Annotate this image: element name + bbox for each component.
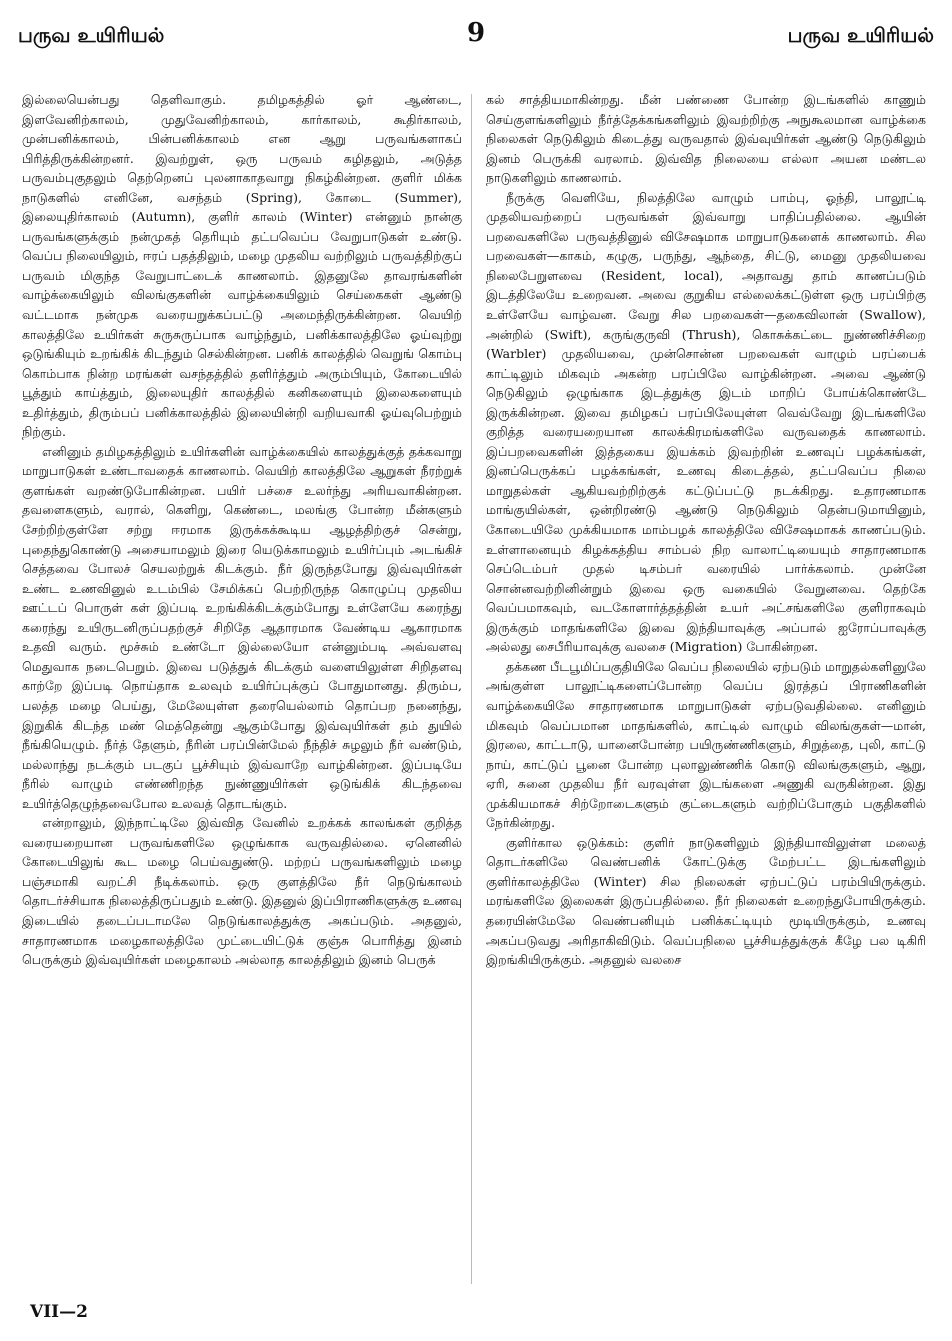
right-column bbox=[486, 90, 926, 970]
running-title-right: பருவ உயிரியல் bbox=[787, 22, 934, 47]
paragraph: இல்லையென்பது தெளிவாகும். தமிழகத்தில் ஓர் ஆண்டை, இளவேனிற்காலம், முதுவேனிற்காலம், கார்காலம், கூதிர்காலம், முன்பனிக்காலம், பின்பனிக்காலம் என ஆறு பருவங்களாகப் பிரித்திருக்கின்றனர். இவற்றுள், ஒரு பருவம் கழிதலும், அடுத்த பருவம்புகுதலும் தெற்றெனப் புலனாகாதவாறு நிகழ்கின்றன. குளிர் மிக்க நாடுகளில் எனினே, வசந்தம் (Spring), கோடை (Summer), இலையுதிர்காலம் (Autumn), குளிர் காலம் (Winter) என்னும் நான்கு பருவங்களுக்கும் நன்முகத் தெரியும் தட்பவெப்ப வேறுபாடுகள் உண்டு. வெப்ப நிலையிலும், ஈரப் பதத்திலும், மழை முதலிய வற்றிலும் பருவத்திற்குப் பருவம் மிகுந்த வேறுபாட்டைக் காணலாம். இதனுலே தாவரங்களின் வாழ்க்கையிலும் விலங்குகளின் வாழ்க்கையிலும் செய்கைகள் ஆண்டு வட்டமாக நன்முக வரையறுக்கப்பட்டு அமைந்திருக்கின்றன. வெயிற் காலத்திலே உயிர்கள் சுருசுருப்பாக வாழ்ந்தும், பனிக்காலத்திலே ஓய்வுற்று ஒடுங்கியும் உறங்கிக் கிடந்தும் செல்கின்றன. பனிக் காலத்தில் வெறுங் கொம்பு கொம்பாக நின்ற மரங்கள் வசந்தத்தில் தளிர்த்தும் அரும்பியும், கோடையில் பூத்தும் காய்த்தும், இலையுதிர் காலத்தில் கனிகளையும் இலைகளையும் உதிர்த்தும், திரும்பப் பனிக்காலத்தில் இலையின்றி வறியவாகி ஓய்வுபெற்றும் நிற்கும். bbox=[22, 92, 462, 440]
left-column bbox=[22, 90, 462, 970]
paragraph: என்றாலும், இந்நாட்டிலே இவ்வித வேனில் உறக்கக் காலங்கள் குறித்த வரையறையான பருவங்களிலே ஒழுங்காக வருவதில்லை. ஏனெனில் கோடையிலுங் கூட மழை பெய்வதுண்டு. மற்றப் பருவங்களிலும் மழை பஞ்சமாகி வறட்சி நீடிக்கலாம். ஒரு குளத்திலே நீர் நெடுங்காலம் தொடர்ச்சியாக நிலைத்திருப்பதும் உண்டு. இதனுல் இப்பிராணிகளுக்கு உணவு இடையில் தடைப்படாமலே நெடுங்காலத்துக்கு அகப்படும். அதனுல், சாதாரணமாக மழைகாலத்திலே முட்டையிட்டுக் குஞ்சு பொரித்து இனம் பெருக்கும் இவ்வுயிர்கள் மழைகாலம் அல்லாத காலத்திலும் இனம் பெருக் bbox=[22, 815, 462, 968]
running-title-left: பருவ உயிரியல் bbox=[18, 22, 165, 47]
page-number: 9 bbox=[466, 18, 486, 48]
column-divider bbox=[471, 94, 472, 1284]
paragraph: கல் சாத்தியமாகின்றது. மீன் பண்ணை போன்ற இடங்களில் காணும் செய்குளங்களிலும் நீர்த்தேக்கங்களிலும் இவற்றிற்கு அநுகூலமான வாழ்க்கை நிலைகள் நெடுகிலும் கிடைத்து வருவதால் இவ்வுயிர்கள் ஆண்டு நெடுகிலும் இனம் பெருக்கி வரலாம். இவ்வித நிலையை எல்லா அயன மண்டல நாடுகளிலும் காணலாம். bbox=[486, 92, 926, 186]
paragraph: நீருக்கு வெளியே, நிலத்திலே வாழும் பாம்பு, ஓந்தி, பாலூட்டி முதலியவற்றைப் பருவங்கள் இவ்வாறு பாதிப்பதில்லை. ஆயின் பறவைகளிலே பருவத்தினுல் விசேஷமாக மாறுபாடுகளைக் காணலாம். சில பறவைகள்—காகம், கழுகு, பருந்து, ஆந்தை, சிட்டு, மைனு முதலியவை நிலைபேறுளவை (Resident, local), அதாவது தாம் காணப்படும் இடத்திலேயே உறைவன. அவை குறுகிய எல்லைக்கட்டுள்ள ஒரு பரப்பிற்கு உள்ளேயே வாழ்வன. வேறு சில பறவைகள்—தகைவிலான் (Swallow), அன்றில் (Swift), கருங்குருவி (Thrush), கொசுக்கட்டை நுண்ணிச்சிறை (Warbler) முதலியவை, முன்சொன்ன பறவைகள் வாழும் பரப்பைக் காட்டிலும் மிகவும் அகன்ற பரப்பிலே வாழ்கின்றன. அவை ஆண்டு நெடுகிலும் ஒழுங்காக இடத்துக்கு இடம் மாறிப் போய்க்கொண்டே இருக்கின்றன. இவை தமிழகப் பரப்பிலேயுள்ள வெவ்வேறு இடங்களிலே குறித்த வரையறையான காலக்கிரமங்களிலே வருவதைக் காணலாம். இப்பறவைகளின் இத்தகைய இயக்கம் இவற்றின் உணவுப் பழக்கங்கள், இனப்பெருக்கப் பழக்கங்கள், உணவு கிடைத்தல், தட்பவெப்ப நிலை மாறுதல்கள் ஆகியவற்றிற்குக் கட்டுப்பட்டு நடக்கிறது. உதாரணமாக மாங்குயில்கள், ஒன்றிரண்டு ஆண்டு நெடுகிலும் தென்படுமாயினும், கோடையிலே முக்கியமாக மாம்பழக் காலத்திலே விசேஷமாகக் காணப்படும். உள்ளானையும் கிழக்கத்திய சாம்பல் நிற வாலாட்டியையும் சாதாரணமாக செப்டெம்பர் முதல் டிசம்பர் வரையில் பார்க்கலாம். முன்னே சொன்னவற்றினின்றும் இவை ஒரு வகையில் வேறுனவை. தெற்கே வெப்பமாகவும், வடகோளார்த்தத்தின் உயர் அட்சங்களிலே குளிராகவும் இருக்கும் மாதங்களிலே இவை இந்தியாவுக்கு அப்பால் ஐரோப்பாவுக்கு அல்லது சைபீரியாவுக்கு வலசை (Migration) போகின்றன. bbox=[486, 189, 926, 655]
paragraph: தக்கண பீடபூமிப்பகுதியிலே வெப்ப நிலையில் ஏற்படும் மாறுதல்களினுலே அங்குள்ள பாலூட்டிகளைப்போன்ற வெப்ப இரத்தப் பிராணிகளின் வாழ்க்கையிலே சாதாரணமாக மாறுபாடுகள் ஏற்படுவதில்லை. எனினும் மிகவும் வெப்பமான மாதங்களில், காட்டில் வாழும் விலங்குகள்—மான், இரலை, காட்டாடு, யானைபோன்ற பயிருண்ணிகளும், சிறுத்தை, புலி, காட்டு நாய், காட்டுப் பூனை போன்ற புலாலுண்ணிக் கொடு விலங்குகளும், ஆறு, ஏரி, சுனை முதலிய நீர் வரவுள்ள இடங்களை அணுகி வருகின்றன. இது முக்கியமாகச் சிற்றோடைகளும் குட்டைகளும் வற்றிப்போகும் பகுதிகளில் நேர்கின்றது. bbox=[486, 658, 926, 831]
paragraph: குளிர்கால ஒடுக்கம்: குளிர் நாடுகளிலும் இந்தியாவிலுள்ள மலைத் தொடர்களிலே வெண்பனிக் கோட்டுக்கு மேற்பட்ட இடங்களிலும் குளிர்காலத்திலே (Winter) சில நிலைகள் ஏற்பட்டுப் பரம்பியிருக்கும். மரங்களிலே இலைகள் இருப்பதில்லை. நீர் நிலைகள் உறைந்துபோயிருக்கும். தரையின்மேலே வெண்பனியும் பனிக்கட்டியும் மூடியிருக்கும், உணவு அகப்படுவது அரிதாகிவிடும். வெப்பநிலை பூச்சியத்துக்குக் கீழே பல டிகிரி இறங்கியிருக்கும். அதனுல் வலசை bbox=[486, 834, 926, 968]
signature-mark: VII—2 bbox=[30, 1302, 88, 1322]
page-header bbox=[18, 14, 934, 58]
paragraph: எனினும் தமிழகத்திலும் உயிர்களின் வாழ்க்கையில் காலத்துக்குத் தக்கவாறு மாறுபாடுகள் உண்டாவதைக் காணலாம். வெயிற் காலத்திலே ஆறுகள் நீரற்றுக் குளங்கள் வறண்டுபோகின்றன. பயிர் பச்சை உலர்ந்து அரியவாகின்றன. தவளைகளும், வரால், கெளிறு, கெண்டை, மலங்கு போன்ற மீன்களும் சேற்றிற்குள்ளே சற்று ஈரமாக இருக்கக்கூடிய ஆழத்திற்குச் சென்று, புதைந்துகொண்டு அசையாமலும் இரை யெடுக்காமலும் உயிர்ப்பும் அடங்கிச் செத்தவை போலச் செயலற்றுக் கிடக்கும். நீர் இருந்தபோது இவ்வுயிர்கள் உண்ட உணவினுல் உடம்பில் சேமிக்கப் பெற்றிருந்த கொழுப்பு முதலிய ஊட்டப் பொருள் கள் இப்படி உறங்கிக்கிடக்கும்போது உள்ளேயே கரைந்து கரைந்து உயிருடனிருப்பதற்குச் சிறிதே ஆதாரமாக வேண்டிய ஆகாரமாக உதவி வரும். மூச்சும் உண்டோ இல்லையோ என்னும்படி அவ்வளவு மெதுவாக நடைபெறும். இவை படுத்துக் கிடக்கும் வளையிலுள்ள சிறிதளவு காற்றே இப்படி நொய்தாக உலவும் உயிர்ப்புக்குப் போதுமானது. திரும்ப, பலத்த மழை பெய்து, மேலேயுள்ள தரையெல்லாம் தொப்பற நனைந்து, இறுகிக் கிடந்த மண் மெத்தென்று ஆகும்போது இவ்வுயிர்கள் தம் துயில் நீங்கியெழும். நீர்த் தேளும், நீரின் பரப்பின்மேல் நீந்திச் சுழலும் நீர் வண்டும், மல்லாந்து நடக்கும் படகுப் பூச்சியும் இவ்வாறே வாழ்கின்றன. இப்படியே நீரில் வாழும் எண்ணிறந்த நுண்ணுயிர்கள் ஒடுங்கிக் கிடந்தவை உயிர்த்தெழுந்தவைபோல உலவத் தொடங்கும். bbox=[22, 443, 462, 811]
